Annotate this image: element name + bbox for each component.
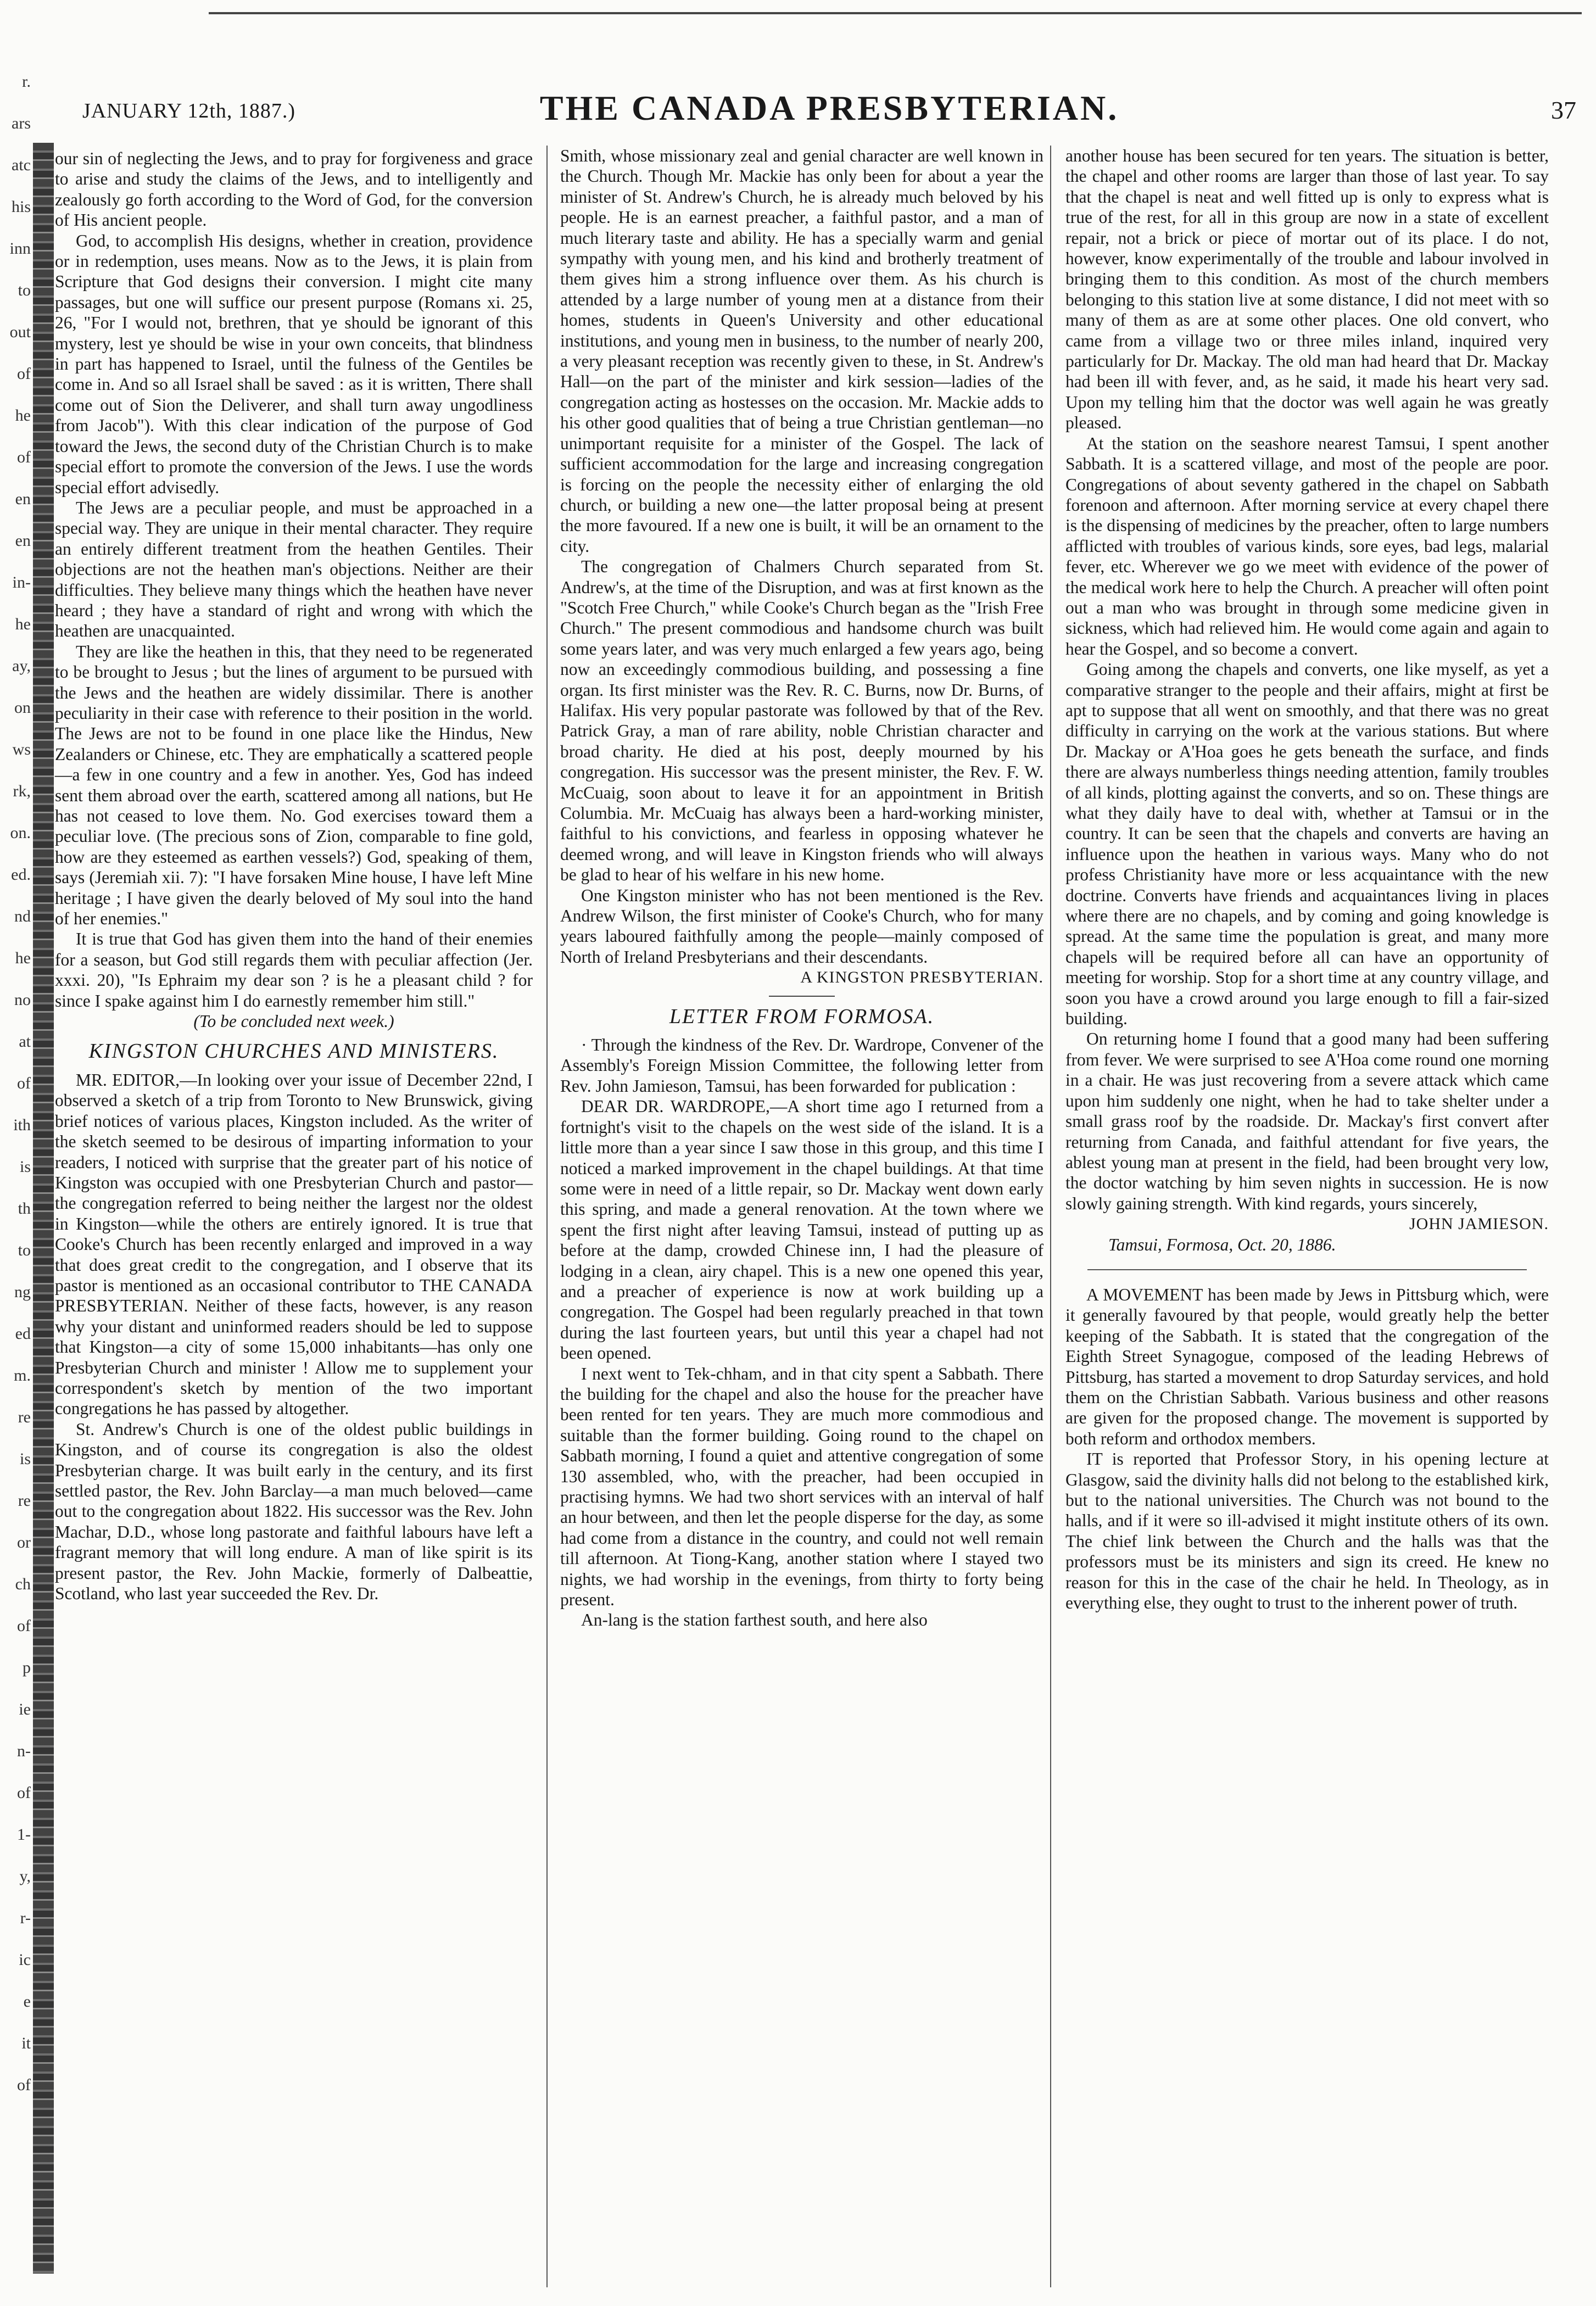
letter-dateline: Tamsui, Formosa, Oct. 20, 1886. (1108, 1235, 1336, 1254)
paragraph: IT is reported that Professor Story, in his opening lecture at Glasgow, said the divinity halls did not belong to the established kirk, but to the national universities. The Church was not bound to the halls, and if it were so ill-advised it might institute others of its own. The chief link between the Church and the halls was that the professors must be its ministers and sign its creed. He knew no reason for this in the case of the chair he held. In Theology, as in everything else, they ought to trust to the inherent power of truth. (1065, 1449, 1549, 1613)
bleed-fragment: out (9, 323, 31, 341)
masthead-title: THE CANADA PRESBYTERIAN. (539, 88, 1119, 127)
paragraph: our sin of neglecting the Jews, and to pray for forgiveness and grace to arise and study the claims of the Jews, and to intelligently and zealously go forth according to the Word of God, for the conversion of His ancient people. (55, 149, 533, 230)
column-2 (560, 146, 1043, 1631)
article-jews-paragraphs (55, 148, 533, 1011)
bleed-fragment: r. (22, 72, 31, 91)
bleed-fragment: to (18, 1241, 31, 1259)
divider (769, 996, 835, 997)
bleed-fragment: rk, (13, 782, 31, 800)
bleed-fragment: his (11, 198, 31, 216)
heading-kingston-churches: KINGSTON CHURCHES AND MINISTERS. (88, 1040, 499, 1063)
bleed-fragment: ed (15, 1325, 31, 1343)
bleed-fragment: of (17, 2076, 31, 2094)
bleed-fragment: on (14, 699, 31, 717)
bleed-fragment: to (18, 281, 31, 299)
bleed-fragment: he (15, 949, 31, 967)
bleed-fragment: th (18, 1199, 31, 1218)
bleed-fragment: ed. (11, 866, 31, 884)
column-1 (55, 148, 533, 1604)
to-be-concluded: (To be concluded next week.) (193, 1012, 394, 1031)
signature-kingston: A KINGSTON PRESBYTERIAN. (800, 968, 1043, 987)
paragraph: God, to accomplish His designs, whether in creation, providence or in redemption, uses means. Now as to the Jews, it is plain from Scripture that God designs their conversion. I might cite many passages, but one will suffice our present purpose (Romans xi. 25, 26, "For I would not, brethren, that ye should be ignorant of this mystery, lest ye should be wise in your own conceits, that blindness in part has happened to Israel, until the fulness of the Gentiles be come in. And so all Israel shall be saved : as it is written, There shall come out of Sion the Deliverer, and shall turn away ungodliness from Jacob"). With this clear indication of the purpose of God toward the Jews, the second duty of the Christian Church is to make special effort to promote the conversion of the Jews. I use the words special effort advisedly. (55, 231, 533, 497)
bleed-fragment: en (15, 532, 31, 550)
top-rule (209, 12, 1582, 14)
heading-letter-from-formosa: LETTER FROM FORMOSA. (669, 1004, 935, 1028)
binding-shadow (33, 143, 54, 2274)
bleed-fragment: he (15, 406, 31, 425)
article-kingston-paragraphs (55, 1070, 533, 1604)
bleed-fragment: at (19, 1032, 31, 1051)
paragraph: They are like the heathen in this, that they need to be regenerated to be brought to Jesus ; but the lines of argument to be pursued with the Jews and the heathen are widely dissimilar. There is another peculiarity in their case with reference to their position in the world. The Jews are not to be found in one place like the Hindus, New Zealanders or Chinese, etc. They are emphatically a scattered people —a few in one country and a few in another. Yes, God has indeed sent them abroad over the earth, scattered among all nations, but He has not ceased to love them. No. God exercises toward them a peculiar love. (The precious sons of Zion, comparable to fine gold, how are they esteemed as earthen vessels?) God, speaking of them, says (Jeremiah xii. 7): "I have forsaken Mine house, I have left Mine heritage ; I have given the dearly beloved of My soul into the hand of her enemies." (55, 641, 533, 929)
bleed-fragment: ws (12, 740, 31, 758)
bleed-fragment: of (17, 448, 31, 466)
bleed-fragment: inn (9, 239, 31, 258)
paragraph: A MOVEMENT has been made by Jews in Pittsburg which, were it generally favoured by that people, would greatly help the better keeping of the Sabbath. It is stated that the congregation of the Eighth Street Synagogue, composed of the leading Hebrews of Pittsburg, has started a movement to drop Saturday services, and hold them on the Christian Sabbath. Various business and other reasons are given for the proposed change. The movement is supported by both reform and orthodox members. (1065, 1285, 1549, 1448)
article-formosa-continued (1065, 146, 1549, 1214)
paragraph: It is true that God has given them into the hand of their enemies for a season, but God still regards them with peculiar affection (Jer. xxxi. 20), "Is Ephraim my dear son ? is he a pleasant child ? for since I spake against him I do earnestly remember him still." (55, 929, 533, 1010)
bleed-fragment: e (23, 1992, 31, 2011)
article-formosa-paragraphs (560, 1035, 1043, 1631)
column-rule (1050, 146, 1051, 2287)
bleed-fragment: on. (10, 824, 31, 842)
paragraph: I next went to Tek-chham, and in that city spent a Sabbath. There the building for the chapel and also the house for the preacher have been rented for ten years. They are much more commodious and suitable than the former building. Going round to the chapel on Sabbath morning, I found a quiet and attentive congregation of some 130 assembled, who, with the preacher, had been occupied in practising hymns. We had two short services with an interval of half an hour between, and then let the people disperse for the day, as some had come from a distance in the country, and could not well remain till afternoon. At Tiong-Kang, another station where I stayed two nights, we had worship in the evenings, from thirty to forty being present. (560, 1364, 1043, 1610)
bleed-fragment: ith (13, 1116, 31, 1134)
column-rule (546, 146, 548, 2287)
paragraph: Smith, whose missionary zeal and genial character are well known in the Church. Though Mr. Mackie has only been for about a year the minister of St. Andrew's Church, he is already much beloved by his people. He is an earnest preacher, a faithful pastor, and a man of much literary taste and ability. He has a specially warm and genial sympathy with young men, and his kind and brotherly treatment of them gives him a strong influence over them. As his church is attended by a large number of young men at a distance from their homes, students in Queen's University and other educational institutions, and young men in business, to the number of nearly 200, a very pleasant reception was recently given to these, in St. Andrew's Hall—on the part of the minister and kirk session—ladies of the congregation acting as hostesses on the occasion. Mr. Mackie adds to his other good qualities that of being a true Christian gentleman—no unimportant requisite for a minister of the Gospel. The lack of sufficient accommodation for the large and increasing congregation is forcing on the people the necessity either of enlarging the old church, or building a new one—the latter proposal being at present the more favoured. If a new one is built, it will be an ornament to the city. (560, 146, 1043, 556)
bleed-fragment: re (18, 1408, 31, 1426)
paragraph: The congregation of Chalmers Church separated from St. Andrew's, at the time of the Disruption, and was at first known as the "Scotch Free Church," while Cooke's Church began as the "Irish Free Church." The present commodious and handsome church was built some years later, and was very much enlarged a few years ago, being now an exceedingly commodious building, and possessing a fine organ. Its first minister was the Rev. R. C. Burns, now Dr. Burns, of Halifax. His very popular pastorate was followed by that of the Rev. Patrick Gray, a man of rare ability, noble Christian character and broad charity. He died at his post, deeply mourned by his congregation. His successor was the present minister, the Rev. F. W. McCuaig, soon about to leave it for an appointment in British Columbia. Mr. McCuaig has always been a hard-working minister, faithful to his convictions, and fearless in opposing whatever he deemed wrong, and will leave in Kingston friends who will always be glad to hear of his welfare in his new home. (560, 557, 1043, 885)
bleed-fragment: he (15, 615, 31, 633)
divider (1087, 1269, 1527, 1270)
bleed-fragment: ng (14, 1283, 31, 1301)
bleed-fragment: r- (20, 1909, 31, 1927)
paragraph: The Jews are a peculiar people, and must be approached in a special way. They are unique in their mental character. They require an entirely different treatment from the heathen Gentiles. Their objections are not the heathen man's objections. Neither are their difficulties. They believe many things which the heathen have never heard ; they have a standard of right and wrong with which the heathen are unacquainted. (55, 498, 533, 641)
page-header (82, 88, 1576, 132)
article-kingston-continued (560, 146, 1043, 967)
bleed-fragment: re (18, 1492, 31, 1510)
bleed-fragment: atc (12, 156, 31, 174)
bleed-fragment: is (19, 1450, 31, 1468)
page-number: 37 (1551, 96, 1576, 124)
bleed-fragment: ay, (12, 657, 31, 675)
bleed-fragment: n- (17, 1742, 31, 1760)
bleed-fragment: of (17, 1074, 31, 1092)
bleed-fragment: it (21, 2034, 31, 2052)
paragraph: St. Andrew's Church is one of the oldest public buildings in Kingston, and of course its congregation is also the oldest Presbyterian charge. It was built early in the century, and its first settled pastor, the Rev. John Barclay—a man much beloved—came out to the congregation about 1822. His successor was the Rev. John Machar, D.D., whose long pastorate and faithful labours have left a fragrant memory that will long endure. A man of like spirit is its present pastor, the Rev. John Mackie, formerly of Dalbeattie, Scotland, who last year succeeded the Rev. Dr. (55, 1419, 533, 1604)
issue-date: JANUARY 12th, 1887.) (82, 99, 296, 122)
paragraph: At the station on the seashore nearest Tamsui, I spent another Sabbath. It is a scattered village, and most of the people are poor. Congregations of about seventy gathered in the chapel on Sabbath forenoon and afternoon. After morning service at every chapel there is the dispensing of medicines by the preacher, often to large numbers afflicted with troubles of various kinds, sore eyes, bad legs, malarial fever, etc. Wherever we go we meet with evidence of the power of the medical work here to help the Church. A preacher will often point out a man who was brought in through some medicine given in sickness, which had relieved him. He would come again and again to hear the Gospel, and so become a convert. (1065, 433, 1549, 658)
bleed-fragment: p (23, 1659, 31, 1677)
adjacent-page-bleed (0, 71, 33, 2290)
bleed-fragment: in- (12, 573, 31, 591)
paragraph: One Kingston minister who has not been mentioned is the Rev. Andrew Wilson, the first minister of Cooke's Church, who for many years laboured faithfully among the people—mainly composed of North of Ireland Presbyterians and their descendants. (560, 885, 1043, 967)
bleed-fragment: no (14, 991, 31, 1009)
column-3 (1065, 146, 1549, 1613)
bleed-fragment: ch (15, 1575, 31, 1593)
news-items-paragraphs (1065, 1285, 1549, 1613)
bleed-fragment: y, (19, 1867, 31, 1885)
paragraph: MR. EDITOR,—In looking over your issue of December 22nd, I observed a sketch of a trip from Toronto to New Brunswick, giving brief notices of various places, Kingston included. As the writer of the sketch seemed to be desirous of imparting information to your readers, I noticed with surprise that the greater part of his notice of Kingston was occupied with one Presbyterian Church and pastor—the congregation referred to being neither the largest nor the oldest in Kingston—while the others are entirely ignored. It is true that Cooke's Church has been recently enlarged and improved in a way that does great credit to the congregation, and I observe that its pastor is mentioned as an occasional contributor to THE CANADA PRESBYTERIAN. Neither of these facts, however, is any reason why your distant and uninformed readers should be led to suppose that Kingston—a city of some 15,000 inhabitants—has only one Presbyterian Church and minister ! Allow me to supplement your correspondent's sketch by mention of the two important congregations he has passed by altogether. (55, 1070, 533, 1419)
bleed-fragment: ars (12, 114, 31, 132)
paragraph: another house has been secured for ten years. The situation is better, the chapel and other rooms are larger than those of last year. To say that the chapel is neat and well fitted up is only to express what is true of the rest, for all in this group are now in a state of excellent repair, not a brick or piece of mortar out of its place. I do not, however, know experimentally of the trouble and labour involved in bringing them to this condition. As most of the church members belonging to this station live at some distance, I did not meet with so many of them as are at some other places. One old convert, who came from a village two or three miles inland, inquired very particularly for Dr. Mackay. The old man had heard that Dr. Mackay had been ill with fever, and, as he said, it made his heart very sad. Upon my telling him that the doctor was well again he was greatly pleased. (1065, 146, 1549, 433)
bleed-fragment: is (19, 1158, 31, 1176)
bleed-fragment: ie (19, 1700, 31, 1718)
bleed-fragment: of (17, 1617, 31, 1635)
bleed-fragment: of (17, 365, 31, 383)
paragraph: · Through the kindness of the Rev. Dr. Wardrope, Convener of the Assembly's Foreign Mission Committee, the following letter from Rev. John Jamieson, Tamsui, has been forwarded for publication : (560, 1035, 1043, 1096)
bleed-fragment: en (15, 490, 31, 508)
bleed-fragment: 1- (17, 1825, 31, 1844)
bleed-fragment: or (17, 1533, 31, 1551)
paragraph: Going among the chapels and converts, one like myself, as yet a comparative stranger to the people and their affairs, might at first be apt to suppose that all went on smoothly, and that there was no great difficulty in carrying on the work at the various stations. But where Dr. Mackay or A'Hoa goes he gets beneath the surface, and finds there are always numberless things needing attention, family troubles of all kinds, plotting against the converts, and so on. These things are what they daily have to deal with, whether at Tamsui or in the country. It can be seen that the chapels and converts are having an influence upon the heathen in various ways. Many who do not profess Christianity have more or less acquaintance with the new doctrine. Converts have friends and acquaintances living in places where there are no chapels, and by coming and going knowledge is spread. At the same time the population is great, and many more chapels will be required before all can have an opportunity of meeting for worship. Stop for a short time at any country village, and soon you have a crowd around you large enough to fill a fair-sized building. (1065, 660, 1549, 1029)
bleed-fragment: m. (14, 1366, 31, 1384)
paragraph: DEAR DR. WARDROPE,—A short time ago I returned from a fortnight's visit to the chapels on the west side of the island. It is a little more than a year since I saw those in this group, and this time I noticed a marked improvement in the chapel buildings. At that time some were in need of a little repair, so Dr. Mackay went down early this spring, and made a general renovation. At the town where we spent the first night after leaving Tamsui, instead of putting up as before at the damp, crowded Chinese inn, I had the pleasure of lodging in a clean, airy chapel. This is a new one opened this year, and a preacher of experience is now at work building up a congregation. The Gospel had been regularly preached in that town during the last fourteen years, but until this year a chapel had not been opened. (560, 1097, 1043, 1363)
signature-jamieson: JOHN JAMIESON. (1409, 1215, 1549, 1233)
bleed-fragment: nd (14, 907, 31, 925)
bleed-fragment: ic (19, 1951, 31, 1969)
paragraph: On returning home I found that a good many had been suffering from fever. We were surprised to see A'Hoa come round one morning in a chair. He was just recovering from a severe attack which came upon him suddenly one night, when he had to take shelter under a small grass roof by the roadside. Dr. Mackay's first convert after returning from Canada, and faithful attendant for five years, the ablest young man at present in the field, had been brought very low, the doctor watching by him seven nights in succession. He is now slowly gaining strength. With kind regards, yours sincerely, (1065, 1029, 1549, 1213)
paragraph: An-lang is the station farthest south, and here also (581, 1610, 928, 1630)
bleed-fragment: of (17, 1784, 31, 1802)
